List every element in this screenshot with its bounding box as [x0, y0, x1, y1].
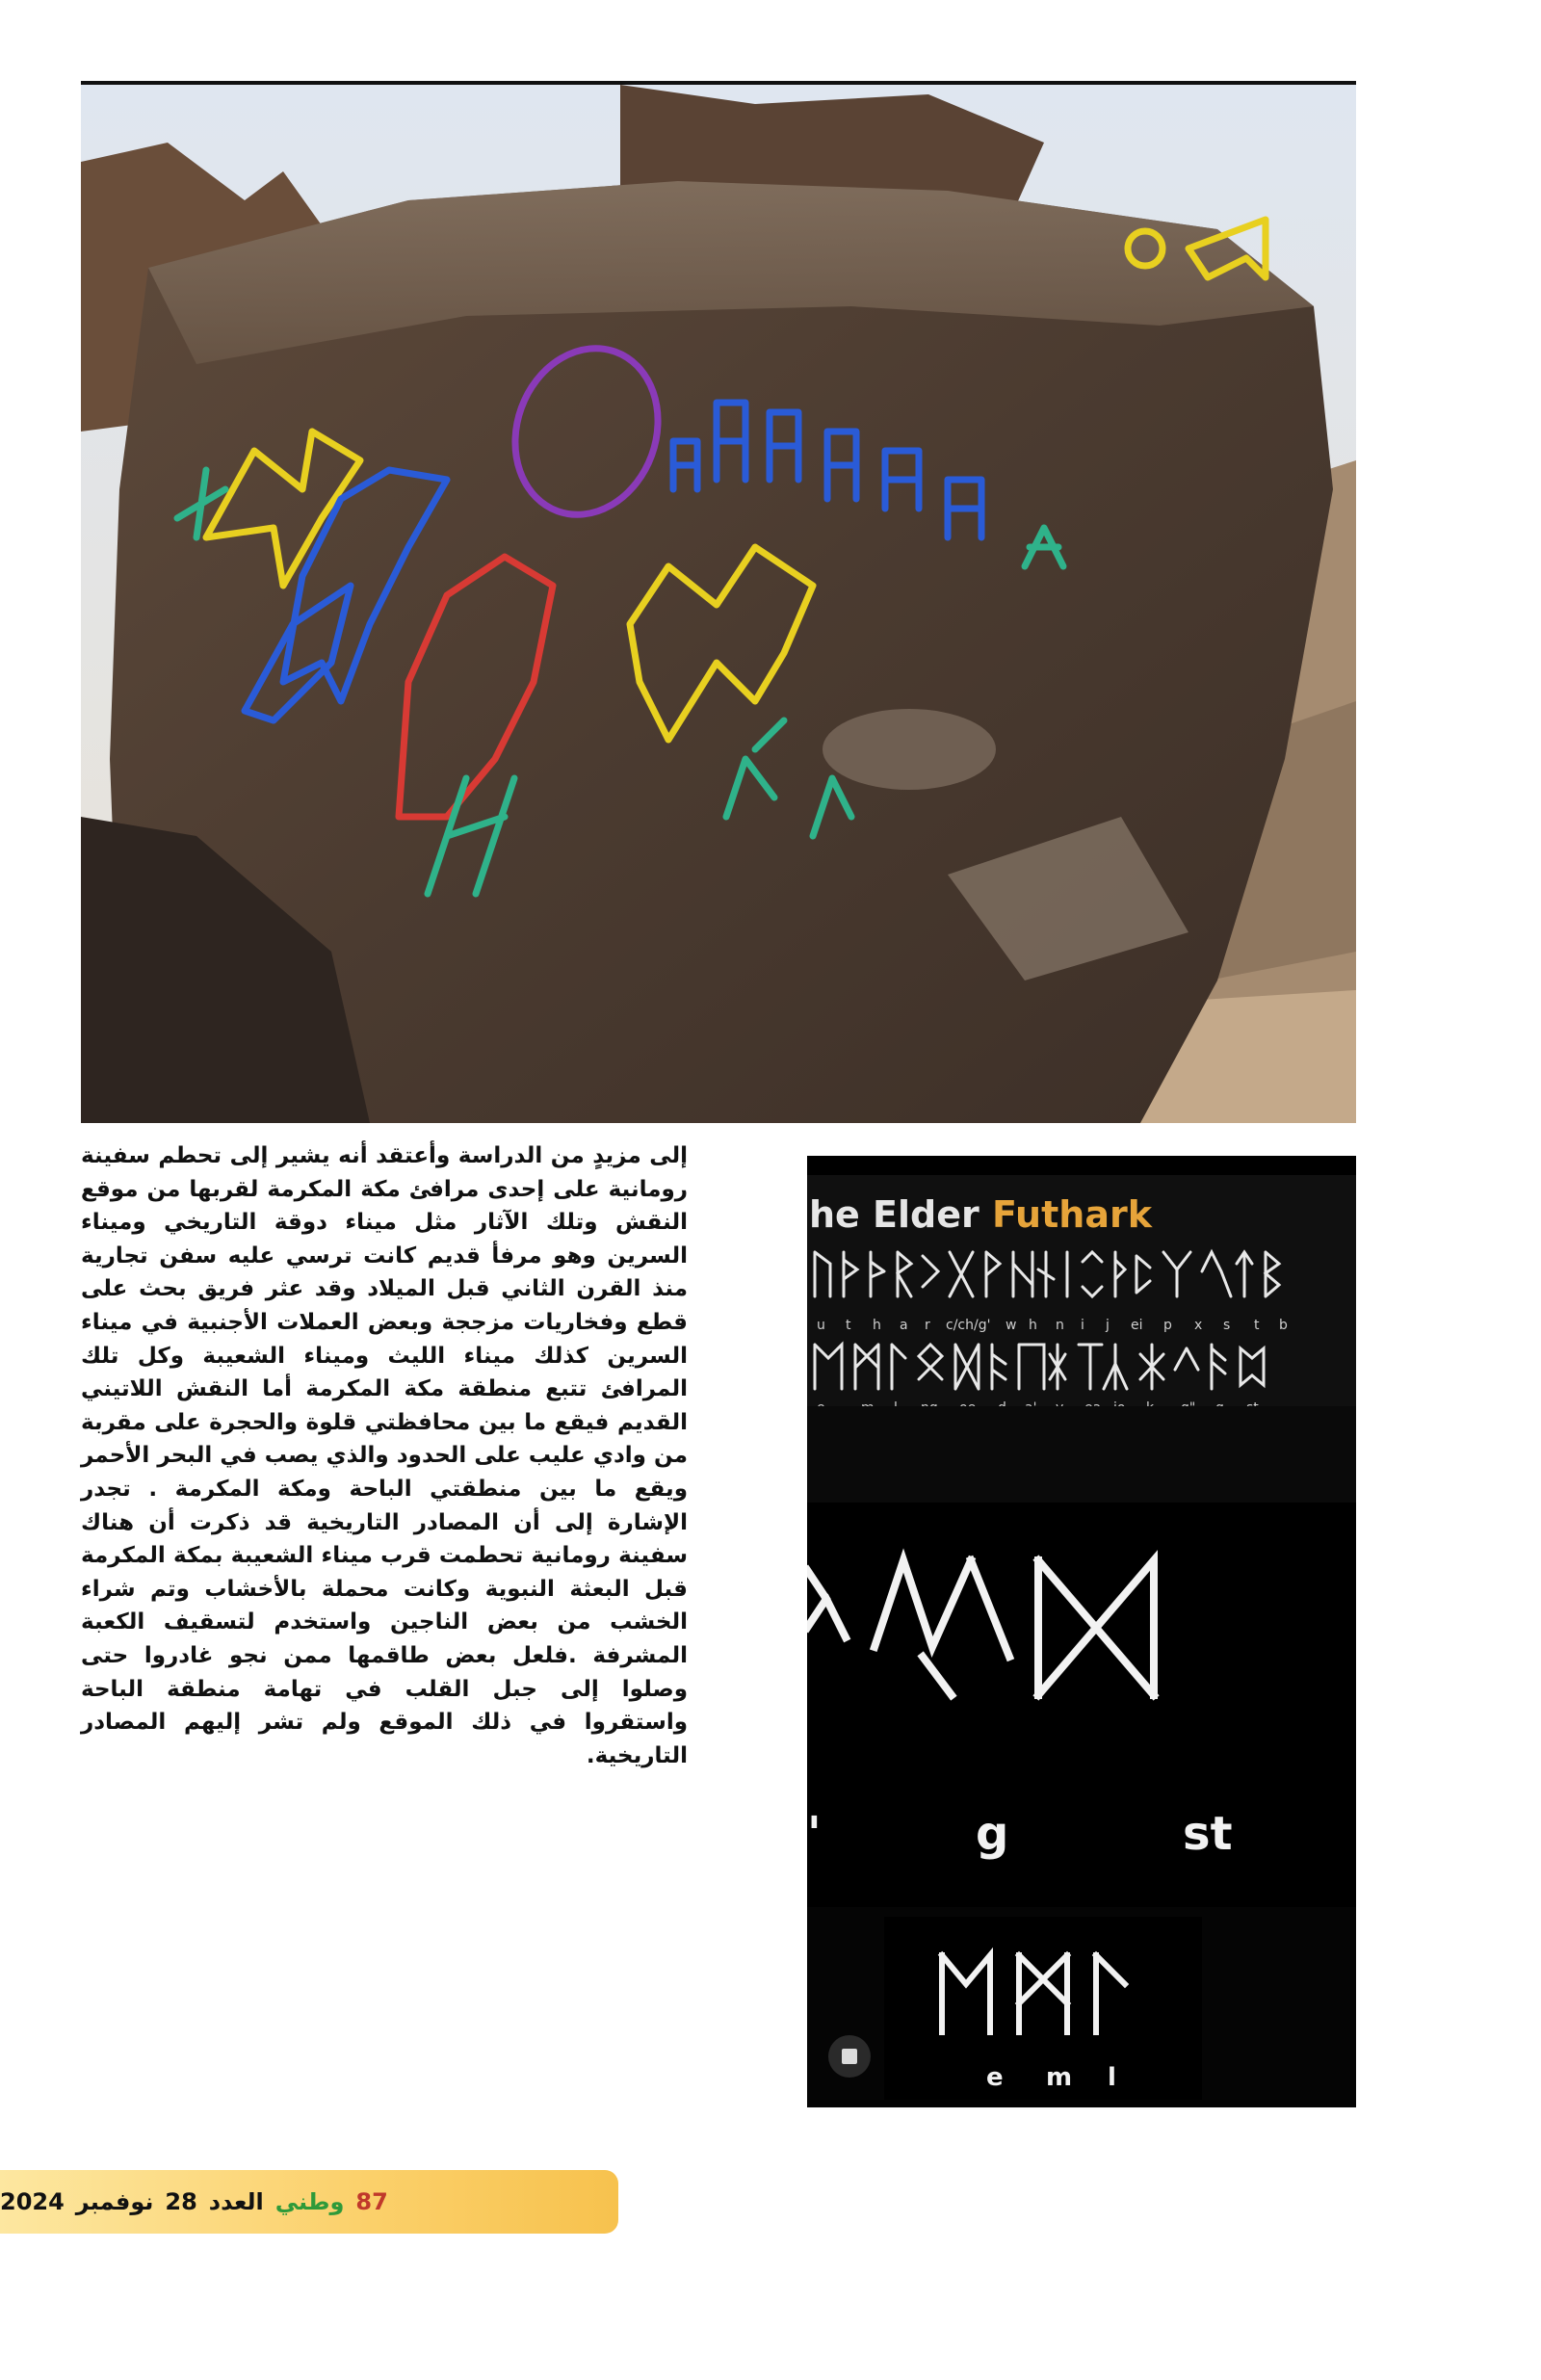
futhark-title-prefix: he Elder: [809, 1193, 992, 1236]
svg-text:e m l: e m l: [986, 2063, 1116, 2092]
article-body: [81, 1139, 688, 2045]
rock-inscription-photo: [81, 85, 1356, 1123]
futhark-illustration: [807, 1156, 1356, 2107]
elder-futhark-screenshot: [807, 1156, 1356, 2107]
rock-photo-illustration: [81, 85, 1356, 1123]
footer: [0, 2170, 605, 2234]
magazine-name: وطني: [274, 2188, 345, 2215]
issue-month: نوفمبر: [75, 2188, 154, 2215]
futhark-title-accent: Futhark: [991, 1193, 1152, 1236]
issue-number: 28: [165, 2188, 197, 2215]
issue-label: العدد: [208, 2188, 264, 2215]
svg-text:u t h a: u t h a r c/ch/g' w h n i j ei p x s t b: [817, 1318, 1288, 1333]
issue-year: 2024: [0, 2188, 65, 2215]
svg-text:' g st: ' g st: [807, 1807, 1233, 1861]
svg-text:he Elder Futhark: [809, 1193, 1153, 1236]
article-paragraph: إلى مزيدٍ من الدراسة وأعتقد أنه يشير إلى تحطم سفينة رومانية على إحدى مرافئ مكة المكرمة لقربها من موقع النقش وتلك الآثار مثل ميناء دوقة التاريخي وميناء السرين وهو مرفأ قديم كانت ترسي عليه سفن تجارية منذ القرن الثاني قبل الميلاد وقد عثر فريق بحث على قطع وفخاريات مزججة وبعض العملات الأجنبية في ميناء السرين كذلك ميناء الليث وميناء الشعيبة وكل تلك المرافئ تتبع منطقة مكة المكرمة أما النقش اللاتيني القديم فيقع ما بين محافظتي قلوة والحجرة على مقربة من وادي عليب على الحدود والذي يصب في البحر الأحمر ويقع ما بين منطقتي الباحة ومكة المكرمة . تجدر الإشارة إلى أن المصادر التاريخية قد ذكرت أن هناك سفينة رومانية تحطمت قرب ميناء الشعيبة بمكة المكرمة قبل البعثة النبوية وكانت محملة بالأخشاب وتم شراء الخشب من بعض الناجين واستخدم لتسقيف الكعبة المشرفة .فلعل بعض طاقمها ممن نجو غادروا حتى وصلوا إلى جبل القلب في تهامة منطقة الباحة واستقروا في ذلك الموقع ولم تشر إليهم المصادر التاريخية.: [81, 1143, 688, 1768]
page-number: 87: [355, 2188, 388, 2215]
